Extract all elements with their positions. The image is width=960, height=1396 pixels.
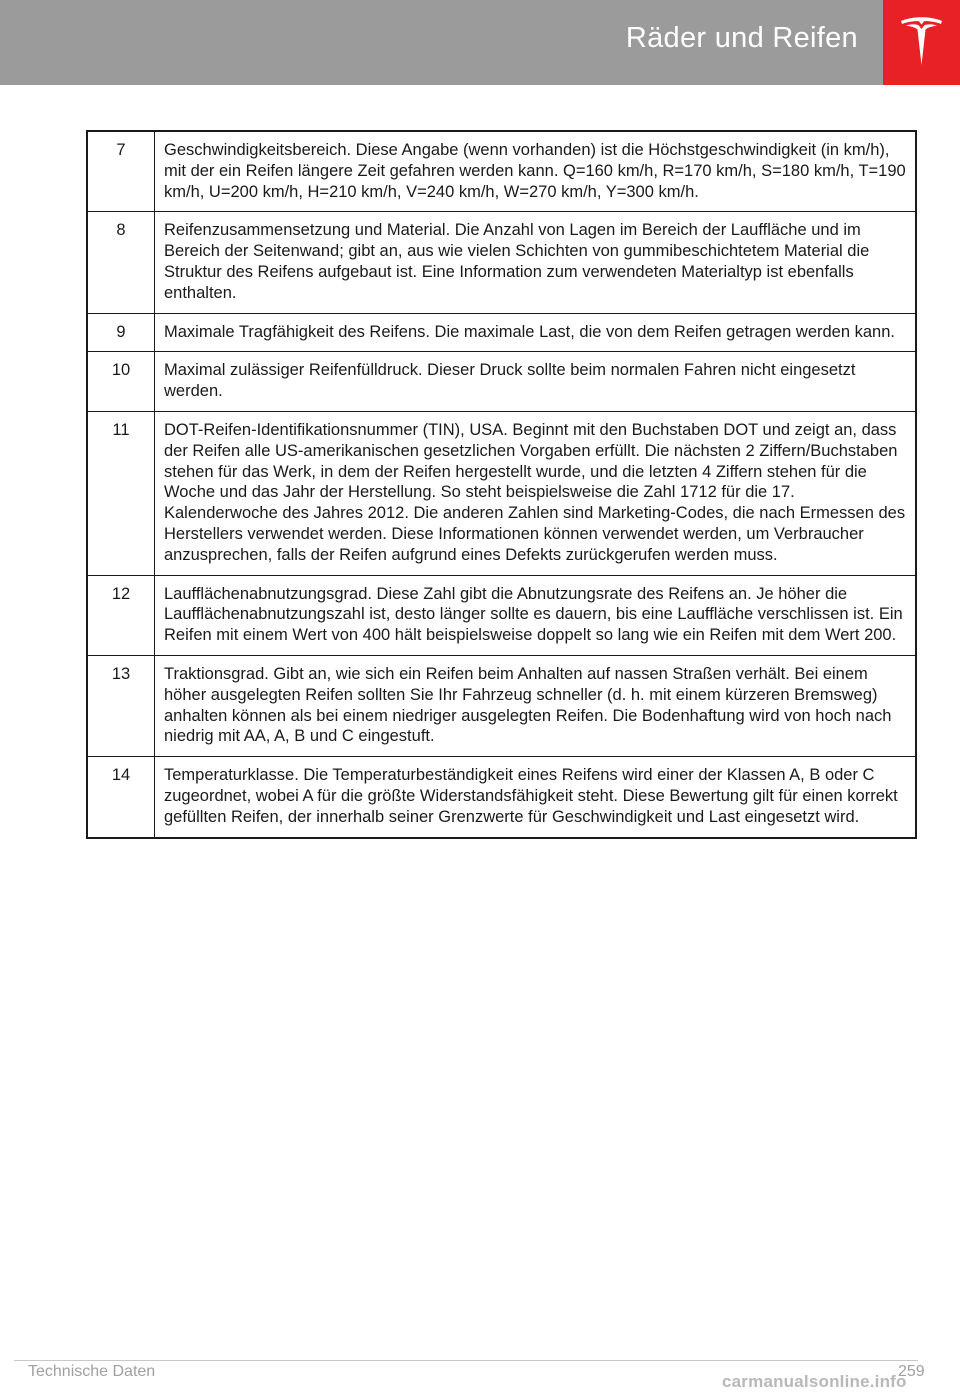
- row-description: Reifenzusammensetzung und Material. Die Anzahl von Lagen im Bereich der Lauffläche und im Bereich der Seitenwand; gibt an, aus wie vielen Schichten von gummibeschichtetem Material die Struktur des Reifens aufgebaut ist. Eine Information zum verwendeten Materialtyp ist ebenfalls enthalten.: [155, 212, 917, 313]
- row-number: 11: [87, 411, 155, 575]
- tesla-logo-icon: [900, 17, 943, 67]
- row-description: Temperaturklasse. Die Temperaturbeständigkeit eines Reifens wird einer der Klassen A, B oder C zugeordnet, wobei A für die größte Widerstandsfähigkeit steht. Diese Bewertung gilt für einen korrekt gefüllten Reifen, der innerhalb seiner Grenzwerte für Geschwindigkeit und Last eingesetzt wird.: [155, 757, 917, 838]
- row-description: Maximal zulässiger Reifenfülldruck. Dieser Druck sollte beim normalen Fahren nicht eingesetzt werden.: [155, 352, 917, 412]
- row-description: Traktionsgrad. Gibt an, wie sich ein Reifen beim Anhalten auf nassen Straßen verhält. Bei einem höher ausgelegten Reifen sollten Sie Ihr Fahrzeug schneller (d. h. mit einem kürzeren Bremsweg) anhalten können als bei einem niedriger ausgelegten Reifen. Die Bodenhaftung wird von hoch nach niedrig mit AA, A, B und C eingestuft.: [155, 655, 917, 756]
- tire-marking-table: [86, 130, 917, 839]
- row-number: 14: [87, 757, 155, 838]
- watermark: carmanualsonline.info: [722, 1372, 907, 1391]
- header-band: [0, 0, 960, 85]
- table-row: [87, 757, 916, 838]
- row-number: 7: [87, 131, 155, 212]
- footer-divider: [14, 1360, 918, 1361]
- table-row: [87, 411, 916, 575]
- table-row: [87, 212, 916, 313]
- row-number: 8: [87, 212, 155, 313]
- table-row: [87, 313, 916, 352]
- brand-logo-box: [883, 0, 960, 85]
- row-description: DOT-Reifen-Identifikationsnummer (TIN), USA. Beginnt mit den Buchstaben DOT und zeigt an, dass der Reifen alle US-amerikanischen gesetzlichen Vorgaben erfüllt. Die nächsten 2 Ziffern/Buchstaben stehen für das Werk, in dem der Reifen hergestellt wurde, und die letzten 4 Ziffern stehen für die Woche und das Jahr der Herstellung. So steht beispielsweise die Zahl 1712 für die 17. Kalenderwoche des Jahres 2012. Die anderen Zahlen sind Marketing-Codes, die nach Ermessen des Herstellers verwendet werden. Diese Informationen können verwendet werden, um Verbraucher anzusprechen, falls der Reifen aufgrund eines Defekts zurückgerufen werden muss.: [155, 411, 917, 575]
- row-number: 13: [87, 655, 155, 756]
- row-number: 12: [87, 575, 155, 655]
- row-description: Geschwindigkeitsbereich. Diese Angabe (wenn vorhanden) ist die Höchstgeschwindigkeit (in km/h), mit der ein Reifen längere Zeit gefahren werden kann. Q=160 km/h, R=170 km/h, S=180 km/h, T=190 km/h, U=200 km/h, H=210 km/h, V=240 km/h, W=270 km/h, Y=300 km/h.: [155, 131, 917, 212]
- footer-section-label: Technische Daten: [28, 1363, 156, 1380]
- row-description: Laufflächenabnutzungsgrad. Diese Zahl gibt die Abnutzungsrate des Reifens an. Je höher die Laufflächenabnutzungszahl ist, desto länger sollte es dauern, bis eine Lauffläche verschlissen ist. Ein Reifen mit einem Wert von 400 hält beispielsweise doppelt so lang wie ein Reifen mit dem Wert 200.: [155, 575, 917, 655]
- page-title: Räder und Reifen: [625, 22, 858, 54]
- row-number: 9: [87, 313, 155, 352]
- row-description: Maximale Tragfähigkeit des Reifens. Die maximale Last, die von dem Reifen getragen werden kann.: [155, 313, 917, 352]
- table-row: [87, 352, 916, 412]
- row-number: 10: [87, 352, 155, 412]
- table-row: [87, 131, 916, 212]
- table-row: [87, 575, 916, 655]
- footer-page-number: 259: [898, 1363, 925, 1380]
- tire-marking-table-body: [87, 131, 916, 838]
- table-row: [87, 655, 916, 756]
